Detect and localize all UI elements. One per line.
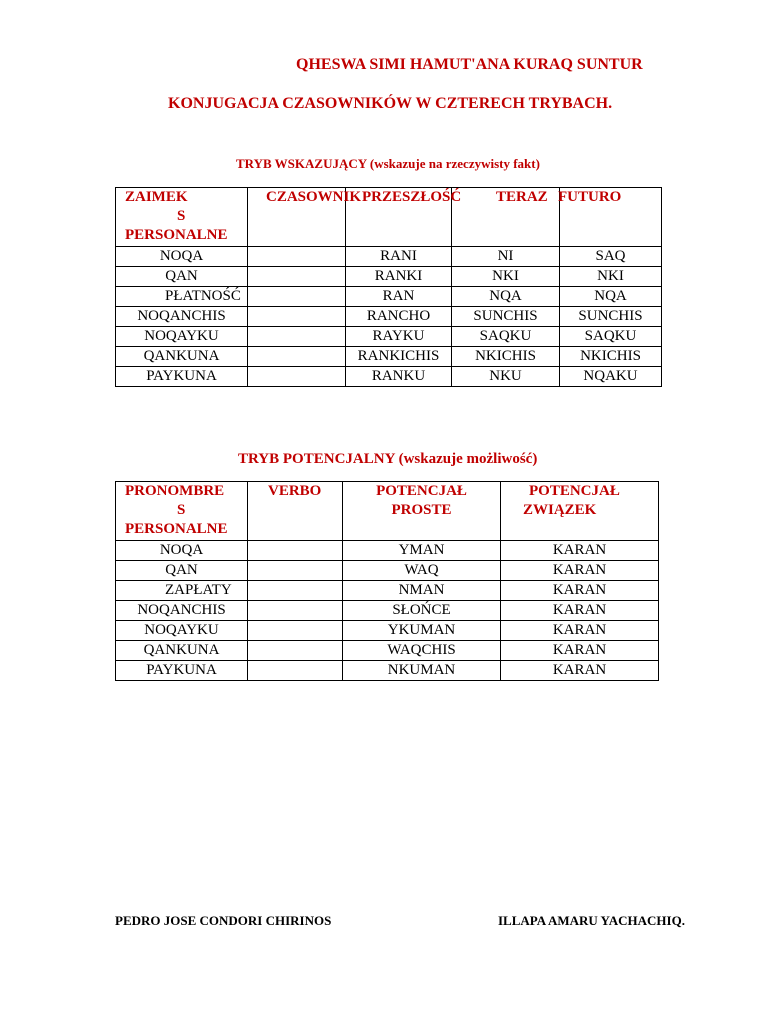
table-cell	[248, 247, 346, 267]
table-row	[116, 367, 662, 387]
table-cell: SŁOŃCE	[343, 601, 501, 621]
table-cell: NOQANCHIS	[116, 601, 248, 621]
table-cell: QAN	[116, 267, 248, 287]
header-present	[452, 188, 560, 247]
table-row	[116, 561, 659, 581]
table-row	[116, 347, 662, 367]
table-cell: NQA	[452, 287, 560, 307]
table-cell: KARAN	[501, 541, 659, 561]
table-cell	[248, 561, 343, 581]
document-subtitle: KONJUGACJA CZASOWNIKÓW W CZTERECH TRYBACH.	[168, 95, 613, 112]
header-verb-label: CZASOWNIK	[266, 189, 362, 205]
table-cell: KARAN	[501, 561, 659, 581]
table-row	[116, 601, 659, 621]
table-cell	[116, 287, 248, 307]
table-cell	[248, 621, 343, 641]
table-cell	[248, 541, 343, 561]
table-cell	[248, 661, 343, 681]
table-cell: NKU	[452, 367, 560, 387]
table-cell: PAYKUNA	[116, 367, 248, 387]
table-cell: KARAN	[501, 601, 659, 621]
table-cell: QAN	[116, 561, 248, 581]
table-row	[116, 247, 662, 267]
table-cell	[116, 581, 248, 601]
table-header-row	[116, 482, 659, 541]
table-cell: NI	[452, 247, 560, 267]
header-pronoun-line2: S	[177, 208, 186, 224]
table-cell: NKI	[452, 267, 560, 287]
table-cell: KARAN	[501, 581, 659, 601]
potential-conjugation-table	[115, 481, 659, 681]
header-future-label: FUTURO	[558, 189, 622, 205]
table-cell: YMAN	[343, 541, 501, 561]
table-cell: RANKU	[346, 367, 452, 387]
table-cell	[248, 347, 346, 367]
table-cell: NKICHIS	[560, 347, 662, 367]
table-row	[116, 621, 659, 641]
table-cell: SAQKU	[560, 327, 662, 347]
header-compound-potential-line2: ZWIĄZEK	[523, 502, 597, 518]
header-simple-potential-line2: PROSTE	[391, 502, 452, 518]
section-heading-potential: TRYB POTENCJALNY (wskazuje możliwość)	[238, 451, 538, 467]
header-compound-potential-line1: POTENCJAŁ	[529, 483, 620, 499]
header-pronoun-line2: S	[177, 502, 186, 518]
footer-institution: ILLAPA AMARU YACHACHIQ.	[498, 913, 685, 928]
header-present-label: TERAZ	[496, 189, 548, 205]
table-cell: NQAKU	[560, 367, 662, 387]
table-cell: NKUMAN	[343, 661, 501, 681]
table-cell: SUNCHIS	[452, 307, 560, 327]
table-cell: KARAN	[501, 641, 659, 661]
table-cell: NKICHIS	[452, 347, 560, 367]
header-simple-potential-line1: POTENCJAŁ	[376, 483, 467, 499]
header-simple-potential	[343, 482, 501, 541]
table-header-row	[116, 188, 662, 247]
table-cell: QANKUNA	[116, 347, 248, 367]
table-cell: SAQKU	[452, 327, 560, 347]
table-cell: RANI	[346, 247, 452, 267]
table-cell: NOQANCHIS	[116, 307, 248, 327]
table-cell	[248, 287, 346, 307]
table-cell: NKI	[560, 267, 662, 287]
header-past-label: PRZESZŁOŚĆ	[362, 189, 462, 205]
header-pronoun-line1: ZAIMEK	[125, 189, 188, 205]
table-cell: NOQA	[116, 247, 248, 267]
footer-author: PEDRO JOSE CONDORI CHIRINOS	[115, 913, 332, 928]
table-cell	[248, 581, 343, 601]
table-cell	[248, 267, 346, 287]
table-cell: QANKUNA	[116, 641, 248, 661]
table-row	[116, 661, 659, 681]
table-cell: RAYKU	[346, 327, 452, 347]
indicative-conjugation-table	[115, 187, 662, 387]
table-row	[116, 287, 662, 307]
table-cell	[248, 327, 346, 347]
table-cell	[248, 367, 346, 387]
table-cell	[248, 601, 343, 621]
table-row	[116, 267, 662, 287]
table-cell: RANKICHIS	[346, 347, 452, 367]
table-cell: SAQ	[560, 247, 662, 267]
table-cell: WAQCHIS	[343, 641, 501, 661]
table-row	[116, 327, 662, 347]
table-cell: NOQAYKU	[116, 621, 248, 641]
table-cell: WAQ	[343, 561, 501, 581]
table-row	[116, 307, 662, 327]
table-row	[116, 541, 659, 561]
table-cell: RAN	[346, 287, 452, 307]
table-cell: SUNCHIS	[560, 307, 662, 327]
table-cell: KARAN	[501, 621, 659, 641]
header-future	[560, 188, 662, 247]
header-verb-label: VERBO	[268, 483, 322, 499]
table-cell: PAYKUNA	[116, 661, 248, 681]
header-pronoun-line1: PRONOMBRE	[125, 483, 225, 499]
table-cell: NQA	[560, 287, 662, 307]
table-cell: KARAN	[501, 661, 659, 681]
table-cell: YKUMAN	[343, 621, 501, 641]
table-row	[116, 641, 659, 661]
table-cell	[248, 307, 346, 327]
table-cell: NMAN	[343, 581, 501, 601]
table-cell: NOQAYKU	[116, 327, 248, 347]
header-verb	[248, 188, 362, 247]
table-cell-text: PŁATNOŚĆ	[165, 288, 241, 304]
header-compound-potential	[501, 482, 659, 541]
table-cell: RANKI	[346, 267, 452, 287]
table-cell-text: ZAPŁATY	[165, 582, 232, 598]
header-pronoun-line3: PERSONALNE	[125, 521, 228, 537]
table-cell: RANCHO	[346, 307, 452, 327]
header-verb	[248, 482, 343, 541]
table-row	[116, 581, 659, 601]
header-pronoun	[116, 188, 248, 247]
header-past	[346, 188, 462, 247]
table-cell	[248, 641, 343, 661]
document-title: QHESWA SIMI HAMUT'ANA KURAQ SUNTUR	[296, 56, 643, 73]
header-pronoun	[116, 482, 248, 541]
table-cell: NOQA	[116, 541, 248, 561]
header-pronoun-line3: PERSONALNE	[125, 227, 228, 243]
section-heading-indicative: TRYB WSKAZUJĄCY (wskazuje na rzeczywisty fakt)	[236, 156, 540, 171]
